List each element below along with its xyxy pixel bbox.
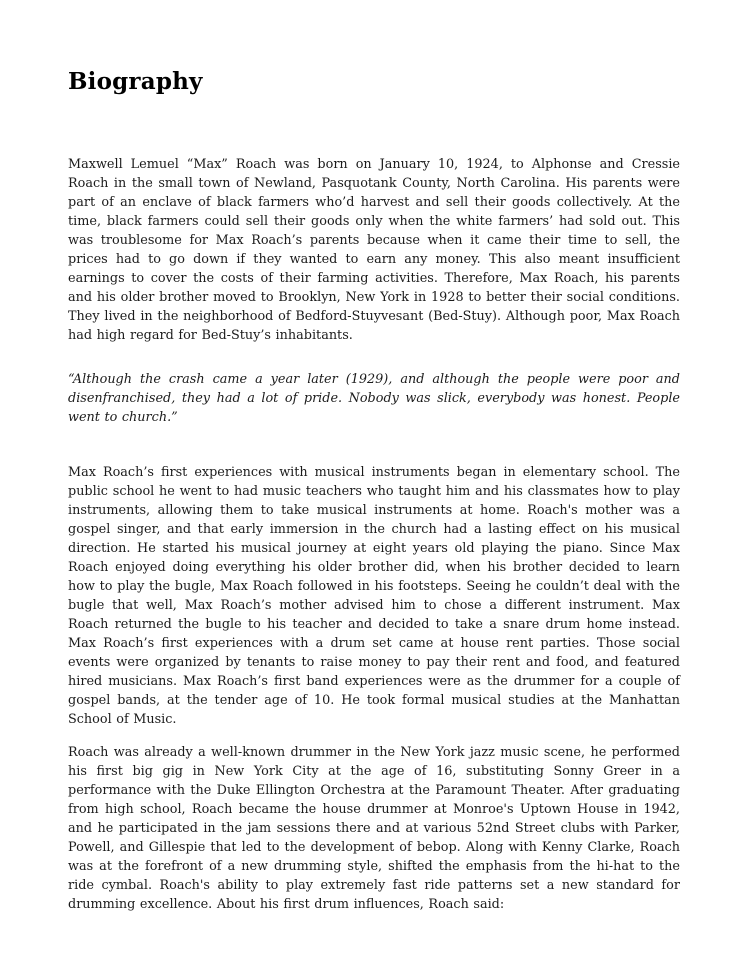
paragraph-musical-beginnings: Max Roach’s first experiences with musical instruments began in elementary school. The public school he went to had music teachers who taught him and his classmates how to play instruments, allowing them to take musical instruments at home. Roach's mother was a gospel singer, and that early immersion in the church had a lasting effect on his musical direction. He started his musical journey at eight years old playing the piano. Since Max Roach enjoyed doing everything his older brother did, when his brother decided to learn how to play the bugle, Max Roach followed in his footsteps. Seeing he couldn’t deal with the bugle that well, Max Roach’s mother advised him to chose a different instrument. Max Roach returned the bugle to his teacher and decided to take a snare drum home instead. Max Roach’s first experiences with a drum set came at house rent parties. Those social events were organized by tenants to raise money to pay their rent and food, and featured hired musicians. Max Roach’s first band experiences were as the drummer for a couple of gospel bands, at the tender age of 10. He took formal musical studies at the Manhattan School of Music.: [68, 465, 680, 727]
page-title: Biography: [68, 68, 203, 95]
paragraph-career: Roach was already a well-known drummer in the New York jazz music scene, he performed his first big gig in New York City at the age of 16, substituting Sonny Greer in a performance with the Duke Ellington Orchestra at the Paramount Theater. After graduating from high school, Roach became the house drummer at Monroe's Uptown House in 1942, and he participated in the jam sessions there and at various 52nd Street clubs with Parker, Powell, and Gillespie that led to the development of bebop. Along with Kenny Clarke, Roach was at the forefront of a new drumming style, shifted the emphasis from the hi-hat to the ride cymbal. Roach's ability to play extremely fast ride patterns set a new standard for drumming excellence. About his first drum influences, Roach said:: [68, 745, 680, 912]
paragraph-early-life: Maxwell Lemuel “Max” Roach was born on January 10, 1924, to Alphonse and Cressie Roach in the small town of Newland, Pasquotank County, North Carolina. His parents were part of an enclave of black farmers who’d harvest and sell their goods collectively. At the time, black farmers could sell their goods only when the white farmers’ had sold out. This was troublesome for Max Roach’s parents because when it came their time to sell, the prices had to go down if they wanted to earn any money. This also meant insufficient earnings to cover the costs of their farming activities. Therefore, Max Roach, his parents and his older brother moved to Brooklyn, New York in 1928 to better their social conditions. They lived in the neighborhood of Bedford-Stuyvesant (Bed-Stuy). Although poor, Max Roach had high regard for Bed-Stuy’s inhabitants.: [68, 157, 680, 343]
paragraph-pull-quote: “Although the crash came a year later (1929), and although the people were poor and disenfranchised, they had a lot of pride. Nobody was slick, everybody was honest. People went to church.”: [68, 372, 680, 425]
